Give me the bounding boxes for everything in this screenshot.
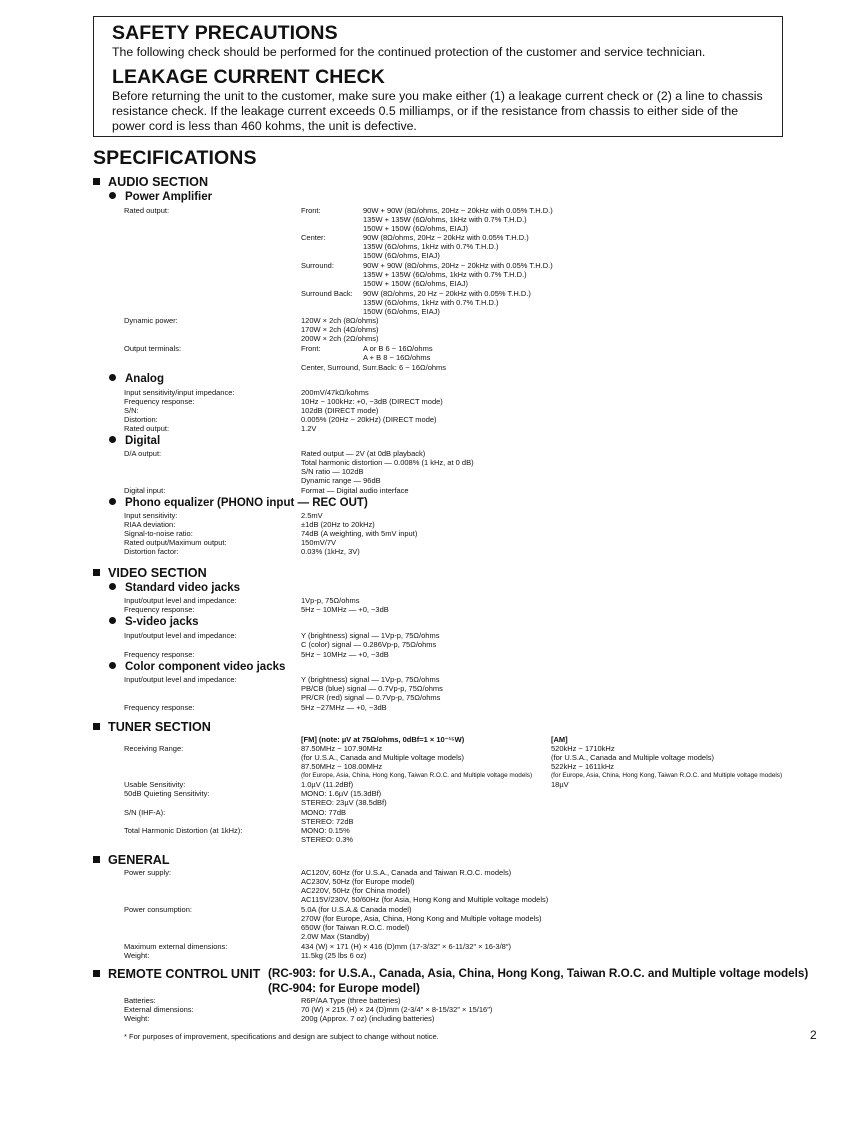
standard-video-label-1: Input/output level and impedance: (124, 596, 237, 605)
fm-range-3: 87.50MHz ~ 108.00MHz (301, 762, 383, 771)
weight-value: 11.5kg (25 lbs 6 oz) (301, 951, 367, 960)
s-video-value-3: 5Hz ~ 10MHz — +0, −3dB (301, 650, 389, 659)
fm-header: [FM] (note: µV at 75Ω/ohms, 0dBf=1 × 10⁻¹⁵W) (301, 735, 465, 744)
sn-value-2: STEREO: 72dB (301, 817, 354, 826)
video-section-heading: VIDEO SECTION (93, 566, 207, 580)
front-label: Front: (301, 206, 321, 215)
surround-label: Surround: (301, 261, 334, 270)
safety-text: The following check should be performed for the continued protection of the customer and service technician. (112, 45, 706, 59)
surround-value-1: 90W + 90W (8Ω/ohms, 20Hz ~ 20kHz with 0.05% T.H.D.) (363, 261, 553, 270)
phono-value-1: 2.5mV (301, 511, 323, 520)
center-value-2: 135W (6Ω/ohms, 1kHz with 0.7% T.H.D.) (363, 242, 499, 251)
thd-value-2: STEREO: 0.3% (301, 835, 354, 844)
quieting-value-2: STEREO: 23µV (38.5dBf) (301, 798, 387, 807)
remote-value-3: 200g (Approx. 7 oz) (including batteries) (301, 1014, 435, 1023)
fm-range-5: 1.0µV (11.2dBf) (301, 780, 354, 789)
standard-video-label-2: Frequency response: (124, 605, 195, 614)
phono-equalizer-heading: Phono equalizer (PHONO input — REC OUT) (109, 497, 368, 509)
center-label: Center: (301, 233, 326, 242)
phono-value-2: ±1dB (20Hz to 20kHz) (301, 520, 375, 529)
s-video-label-2: Frequency response: (124, 650, 195, 659)
da-output-value-3: S/N ratio — 102dB (301, 467, 364, 476)
center-value-3: 150W (6Ω/ohms, EIAJ) (363, 251, 440, 260)
sn-label: S/N (IHF-A): (124, 808, 166, 817)
rated-output-label: Rated output: (124, 206, 170, 215)
component-video-label-2: Frequency response: (124, 703, 195, 712)
center-value-1: 90W (8Ω/ohms, 20Hz ~ 20kHz with 0.05% T.H.D.) (363, 233, 529, 242)
power-consumption-value-3: 650W (for Taiwan R.O.C. model) (301, 923, 410, 932)
page-number: 2 (810, 1028, 817, 1042)
square-bullet-icon (93, 970, 100, 977)
power-supply-label: Power supply: (124, 868, 172, 877)
am-header: [AM] (551, 735, 568, 744)
remote-label-3: Weight: (124, 1014, 150, 1023)
usable-sensitivity-label: Usable Sensitivity: (124, 780, 186, 789)
phono-label-2: RIAA deviation: (124, 520, 176, 529)
dynamic-power-value-2: 170W × 2ch (4Ω/ohms) (301, 325, 379, 334)
analog-label-2: Frequency response: (124, 397, 195, 406)
output-terminals-center: Center, Surround, Surr.Back: 6 ~ 16Ω/ohms (301, 363, 447, 372)
component-video-heading: Color component video jacks (109, 661, 285, 673)
power-supply-value-1: AC120V, 60Hz (for U.S.A., Canada and Taiwan R.O.C. models) (301, 868, 512, 877)
surround-value-3: 150W + 150W (6Ω/ohms, EIAJ) (363, 279, 469, 288)
tuner-section-heading: TUNER SECTION (93, 720, 211, 734)
s-video-value-2: C (color) signal — 0.286Vp-p, 75Ω/ohms (301, 640, 437, 649)
analog-label-5: Rated output: (124, 424, 170, 433)
s-video-heading: S-video jacks (109, 616, 199, 628)
analog-label-4: Distortion: (124, 415, 158, 424)
da-output-value-2: Total harmonic distortion — 0.008% (1 kHz, at 0 dB) (301, 458, 474, 467)
s-video-label-1: Input/output level and impedance: (124, 631, 237, 640)
phono-value-3: 74dB (A weighting, with 5mV input) (301, 529, 418, 538)
surround-back-value-2: 135W (6Ω/ohms, 1kHz with 0.7% T.H.D.) (363, 298, 499, 307)
sn-value-1: MONO: 77dB (301, 808, 347, 817)
power-consumption-label: Power consumption: (124, 905, 192, 914)
surround-back-value-1: 90W (8Ω/ohms, 20 Hz ~ 20kHz with 0.05% T.H.D.) (363, 289, 531, 298)
specifications-title: SPECIFICATIONS (93, 147, 257, 169)
round-bullet-icon (109, 192, 116, 199)
analog-value-5: 1.2V (301, 424, 317, 433)
da-output-value-1: Rated output — 2V (at 0dB playback) (301, 449, 426, 458)
square-bullet-icon (93, 856, 100, 863)
round-bullet-icon (109, 583, 116, 590)
footnote: * For purposes of improvement, specifications and design are subject to change without notice. (124, 1032, 439, 1041)
safety-title: SAFETY PRECAUTIONS (112, 22, 338, 44)
am-range-5: 18µV (551, 780, 569, 789)
output-terminals-a-or-b: A or B 6 ~ 16Ω/ohms (363, 344, 433, 353)
digital-input-label: Digital input: (124, 486, 166, 495)
standard-video-heading: Standard video jacks (109, 582, 240, 594)
output-terminals-front-label: Front: (301, 344, 321, 353)
analog-label-1: Input sensitivity/input impedance: (124, 388, 235, 397)
analog-heading: Analog (109, 373, 164, 385)
remote-models-line-1: (RC-903: for U.S.A., Canada, Asia, China, Hong Kong, Taiwan R.O.C. and Multiple voltage models) (268, 967, 809, 980)
remote-value-1: R6P/AA Type (three batteries) (301, 996, 401, 1005)
power-supply-value-2: AC230V, 50Hz (for Europe model) (301, 877, 415, 886)
am-range-3: 522kHz ~ 1611kHz (551, 762, 615, 771)
square-bullet-icon (93, 723, 100, 730)
dimensions-value: 434 (W) × 171 (H) × 416 (D)mm (17-3/32″ × 6-11/32″ × 16-3/8″) (301, 942, 511, 951)
square-bullet-icon (93, 178, 100, 185)
front-value-2: 135W + 135W (6Ω/ohms, 1kHz with 0.7% T.H.D.) (363, 215, 527, 224)
receiving-range-label: Receiving Range: (124, 744, 184, 753)
dynamic-power-value-1: 120W × 2ch (8Ω/ohms) (301, 316, 379, 325)
remote-section-heading: REMOTE CONTROL UNIT (93, 967, 260, 981)
power-amplifier-heading: Power Amplifier (109, 191, 212, 203)
analog-label-3: S/N: (124, 406, 139, 415)
power-supply-value-4: AC115V/230V, 50/60Hz (for Asia, Hong Kong and Multiple voltage models) (301, 895, 549, 904)
analog-value-2: 10Hz ~ 100kHz: +0, −3dB (DIRECT mode) (301, 397, 443, 406)
phono-value-4: 150mV/7V (301, 538, 337, 547)
digital-input-value: Format — Digital audio interface (301, 486, 409, 495)
analog-value-3: 102dB (DIRECT mode) (301, 406, 379, 415)
general-section-heading: GENERAL (93, 853, 170, 867)
leakage-line-1: Before returning the unit to the customer, make sure you make either (1) a leakage current check or (2) a line to chassis (112, 89, 763, 103)
da-output-label: D/A output: (124, 449, 162, 458)
thd-label: Total Harmonic Distortion (at 1kHz): (124, 826, 243, 835)
audio-section-heading: AUDIO SECTION (93, 175, 208, 189)
s-video-value-1: Y (brightness) signal — 1Vp-p, 75Ω/ohms (301, 631, 440, 640)
power-consumption-value-4: 2.0W Max (Standby) (301, 932, 370, 941)
component-video-value-1: Y (brightness) signal — 1Vp-p, 75Ω/ohms (301, 675, 440, 684)
quieting-value-1: MONO: 1.6µV (15.3dBf) (301, 789, 382, 798)
power-supply-value-3: AC220V, 50Hz (for China model) (301, 886, 410, 895)
am-range-1: 520kHz ~ 1710kHz (551, 744, 615, 753)
round-bullet-icon (109, 498, 116, 505)
fm-range-1: 87.50MHz ~ 107.90MHz (301, 744, 383, 753)
am-range-2: (for U.S.A., Canada and Multiple voltage models) (551, 753, 714, 762)
surround-value-2: 135W + 135W (6Ω/ohms, 1kHz with 0.7% T.H.D.) (363, 270, 527, 279)
standard-video-value-2: 5Hz ~ 10MHz — +0, −3dB (301, 605, 389, 614)
standard-video-value-1: 1Vp-p, 75Ω/ohms (301, 596, 360, 605)
front-value-3: 150W + 150W (6Ω/ohms, EIAJ) (363, 224, 469, 233)
dynamic-power-label: Dynamic power: (124, 316, 178, 325)
remote-models-line-2: (RC-904: for Europe model) (268, 982, 420, 995)
dynamic-power-value-3: 200W × 2ch (2Ω/ohms) (301, 334, 379, 343)
round-bullet-icon (109, 374, 116, 381)
dimensions-label: Maximum external dimensions: (124, 942, 228, 951)
quieting-sensitivity-label: 50dB Quieting Sensitivity: (124, 789, 210, 798)
weight-label: Weight: (124, 951, 150, 960)
output-terminals-a-plus-b: A + B 8 ~ 16Ω/ohms (363, 353, 431, 362)
power-consumption-value-1: 5.0A (for U.S.A.& Canada model) (301, 905, 412, 914)
remote-value-2: 70 (W) × 215 (H) × 24 (D)mm (2-3/4″ × 8-15/32″ × 15/16″) (301, 1005, 493, 1014)
digital-heading: Digital (109, 435, 160, 447)
phono-label-5: Distortion factor: (124, 547, 179, 556)
fm-range-2: (for U.S.A., Canada and Multiple voltage models) (301, 753, 464, 762)
square-bullet-icon (93, 569, 100, 576)
round-bullet-icon (109, 436, 116, 443)
round-bullet-icon (109, 662, 116, 669)
remote-label-1: Batteries: (124, 996, 156, 1005)
surround-back-value-3: 150W (6Ω/ohms, EIAJ) (363, 307, 440, 316)
am-range-4: (for Europe, Asia, China, Hong Kong, Taiwan R.O.C. and Multiple voltage models) (551, 772, 783, 779)
component-video-value-3: PR/CR (red) signal — 0.7Vp-p, 75Ω/ohms (301, 693, 441, 702)
analog-value-1: 200mV/47kΩ/kohms (301, 388, 369, 397)
surround-back-label: Surround Back: (301, 289, 353, 298)
output-terminals-label: Output terminals: (124, 344, 182, 353)
remote-label-2: External dimensions: (124, 1005, 194, 1014)
thd-value-1: MONO: 0.15% (301, 826, 350, 835)
leakage-line-3: power cord is less than 460 kohms, the unit is defective. (112, 119, 417, 133)
phono-label-1: Input sensitivity: (124, 511, 178, 520)
leakage-line-2: resistance check. If the leakage current exceeds 0.5 milliamps, or if the resistance from chassis to either side of the (112, 104, 739, 118)
phono-value-5: 0.03% (1kHz, 3V) (301, 547, 360, 556)
leakage-title: LEAKAGE CURRENT CHECK (112, 66, 385, 88)
component-video-value-2: PB/CB (blue) signal — 0.7Vp-p, 75Ω/ohms (301, 684, 443, 693)
analog-value-4: 0.005% (20Hz ~ 20kHz) (DIRECT mode) (301, 415, 437, 424)
round-bullet-icon (109, 617, 116, 624)
power-consumption-value-2: 270W (for Europe, Asia, China, Hong Kong and Multiple voltage models) (301, 914, 542, 923)
fm-range-4: (for Europe, Asia, China, Hong Kong, Taiwan R.O.C. and Multiple voltage models) (301, 772, 533, 779)
phono-label-4: Rated output/Maximum output: (124, 538, 227, 547)
component-video-label-1: Input/output level and impedance: (124, 675, 237, 684)
front-value-1: 90W + 90W (8Ω/ohms, 20Hz ~ 20kHz with 0.05% T.H.D.) (363, 206, 553, 215)
phono-label-3: Signal-to-noise ratio: (124, 529, 193, 538)
da-output-value-4: Dynamic range — 96dB (301, 476, 381, 485)
component-video-value-4: 5Hz ~27MHz — +0, −3dB (301, 703, 387, 712)
